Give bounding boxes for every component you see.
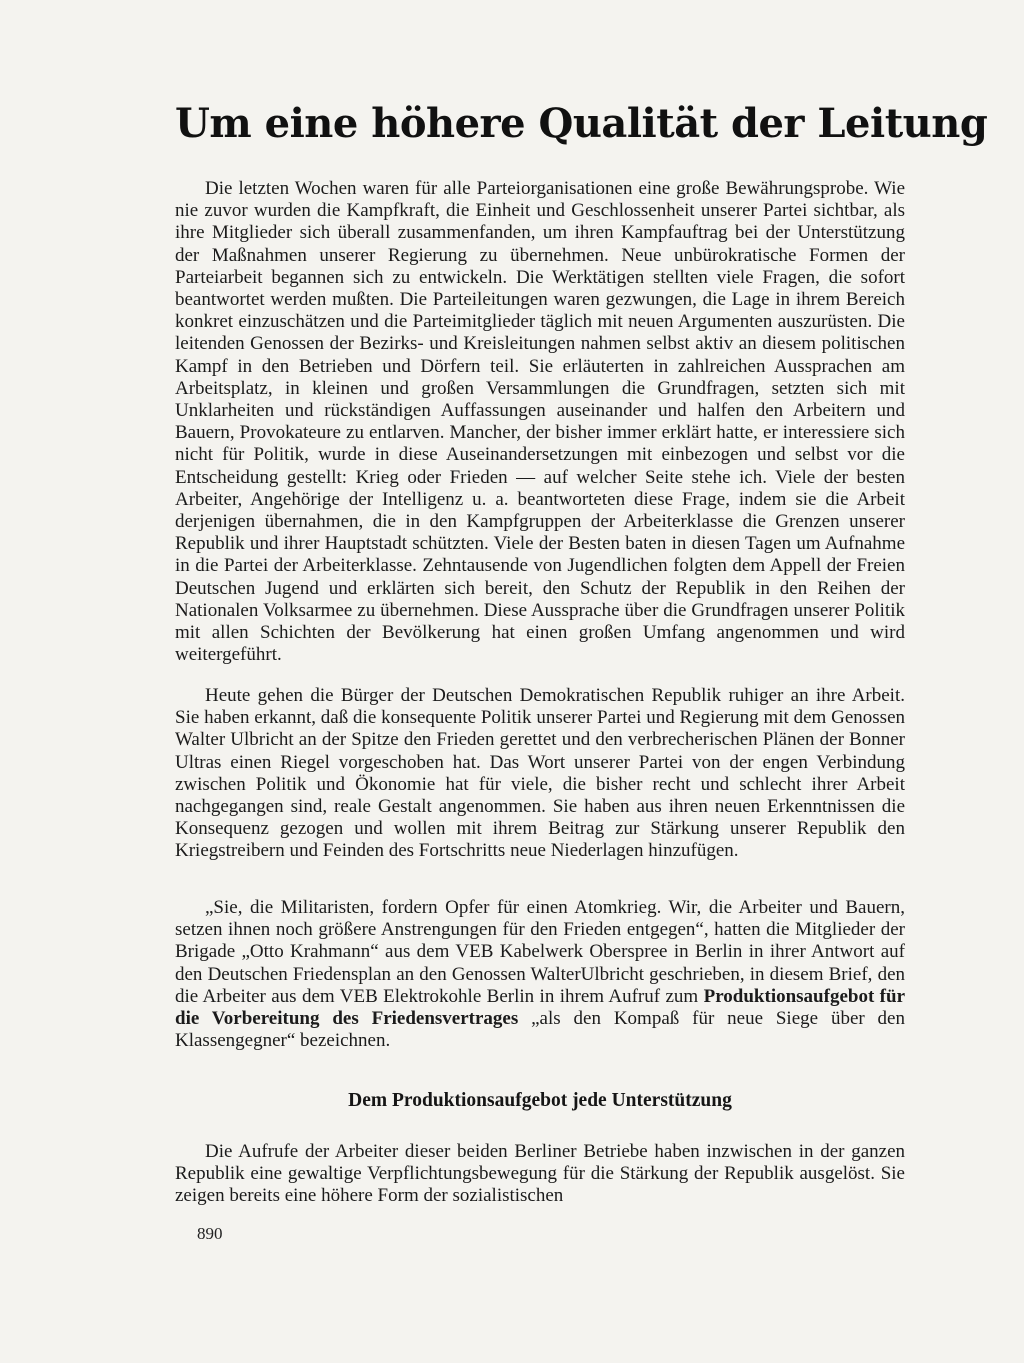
body-paragraph-3-text-b: „als den Kompaß für neue Siege über den Klassengegner“ bezeichnen.: [175, 1008, 905, 1052]
body-paragraph-3-emphasis: Produktionsaufgebot für die Vorbereitung des Friedensvertrages: [175, 985, 905, 1030]
paragraph-block-2: [175, 685, 905, 863]
body-paragraph-1: Die letzten Wochen waren für alle Parteiorganisationen eine große Bewährungsprobe. Wie nie zuvor wurden die Kampfkraft, die Einheit und Geschlossenheit unserer Partei sichtbar, als ihre Mitglieder sich überall zusammenfanden, um ihren Kampfauftrag bei der Unterstützung der Maßnahmen unserer Regierung zu übernehmen. Neue unbürokratische Formen der Parteiarbeit begannen sich zu entwickeln. Die Werktätigen stellten viele Fragen, die sofort beantwortet werden mußten. Die Parteileitungen waren gezwungen, die Lage in ihrem Bereich konkret einzuschätzen und die Parteimitglieder täglich mit neuen Argumenten auszurüsten. Die leitenden Genossen der Bezirks- und Kreisleitungen nahmen selbst aktiv an diesem politischen Kampf in den Betrieben und Dörfern teil. Sie erläuterten in zahlreichen Aussprachen am Arbeitsplatz, in kleinen und großen Versammlungen die Grundfragen, setzten sich mit Unklarheiten und rückständigen Auffassungen auseinander und halfen den Arbeitern und Bauern, Provokateure zu entlarven. Mancher, der bisher immer erklärt hatte, er interessiere sich nicht für Politik, wurde in diese Auseinandersetzungen mit einbezogen und selbst vor die Entscheidung gestellt: Krieg oder Frieden — auf welcher Seite stehe ich. Viele der besten Arbeiter, Angehörige der Intelligenz u. a. beantworteten diese Frage, indem sie die Arbeit derjenigen übernahmen, die in den Kampfgruppen der Arbeiterklasse die Grenzen unserer Republik und ihrer Hauptstadt schützten. Viele der Besten baten in diesen Tagen um Aufnahme in die Partei der Arbeiterklasse. Zehntausende von Jugendlichen folgten dem Appell der Freien Deutschen Jugend und erklärten sich bereit, den Schutz der Republik in den Reihen der Nationalen Volksarmee zu übernehmen. Diese Aussprache über die Grundfragen unserer Politik mit allen Schichten der Bevölkerung hat einen großen Umfang angenommen und wird weitergeführt.: [175, 178, 905, 666]
body-paragraph-4: Die Aufrufe der Arbeiter dieser beiden Berliner Betriebe haben inzwischen in der ganzen Republik eine gewaltige Verpflichtungsbewegung für die Stärkung der Republik ausgelöst. Sie zeigen bereits eine höhere Form der sozialistischen: [175, 1141, 905, 1207]
article-title: Um eine höhere Qualität der Leitung: [175, 100, 988, 147]
body-paragraph-3: [175, 897, 905, 1052]
paragraph-block-3: [175, 897, 905, 1052]
page-number: 890: [197, 1224, 223, 1243]
section-subheading: Dem Produktionsaufgebot jede Unterstützung: [348, 1090, 732, 1111]
body-paragraph-3-text-a: „Sie, die Militaristen, fordern Opfer für einen Atomkrieg. Wir, die Arbeiter und Bauern, setzen ihnen noch größere Anstrengungen für den Frieden entgegen“, hatten die Mitglieder der Brigade „Otto Krahmann“ aus dem VEB Kabelwerk Oberspree in Berlin in ihrer Antwort auf den Deutschen Friedensplan an den Genossen WalterUlbricht geschrieben, in diesem Brief, den die Arbeiter aus dem VEB Elektrokohle Berlin in ihrem Aufruf zum: [175, 897, 905, 1007]
paragraph-block-4: [175, 1141, 905, 1208]
paragraph-block-1: [175, 178, 905, 666]
body-paragraph-2: Heute gehen die Bürger der Deutschen Demokratischen Republik ruhiger an ihre Arbeit. Sie haben erkannt, daß die konsequente Politik unserer Partei und Regierung mit dem Genossen Walter Ulbricht an der Spitze den Frieden gerettet und den verbrecherischen Plänen der Bonner Ultras einen Riegel vorgeschoben hat. Das Wort unserer Partei von der engen Verbindung zwischen Politik und Ökonomie hat für viele, die bisher recht und schlecht ihrer Arbeit nachgegangen sind, reale Gestalt angenommen. Sie haben aus ihren neuen Erkenntnissen die Konsequenz gezogen und wollen mit ihrem Beitrag zur Stärkung unserer Republik den Kriegstreibern und Feinden des Fortschritts neue Niederlagen hinzufügen.: [175, 685, 905, 862]
